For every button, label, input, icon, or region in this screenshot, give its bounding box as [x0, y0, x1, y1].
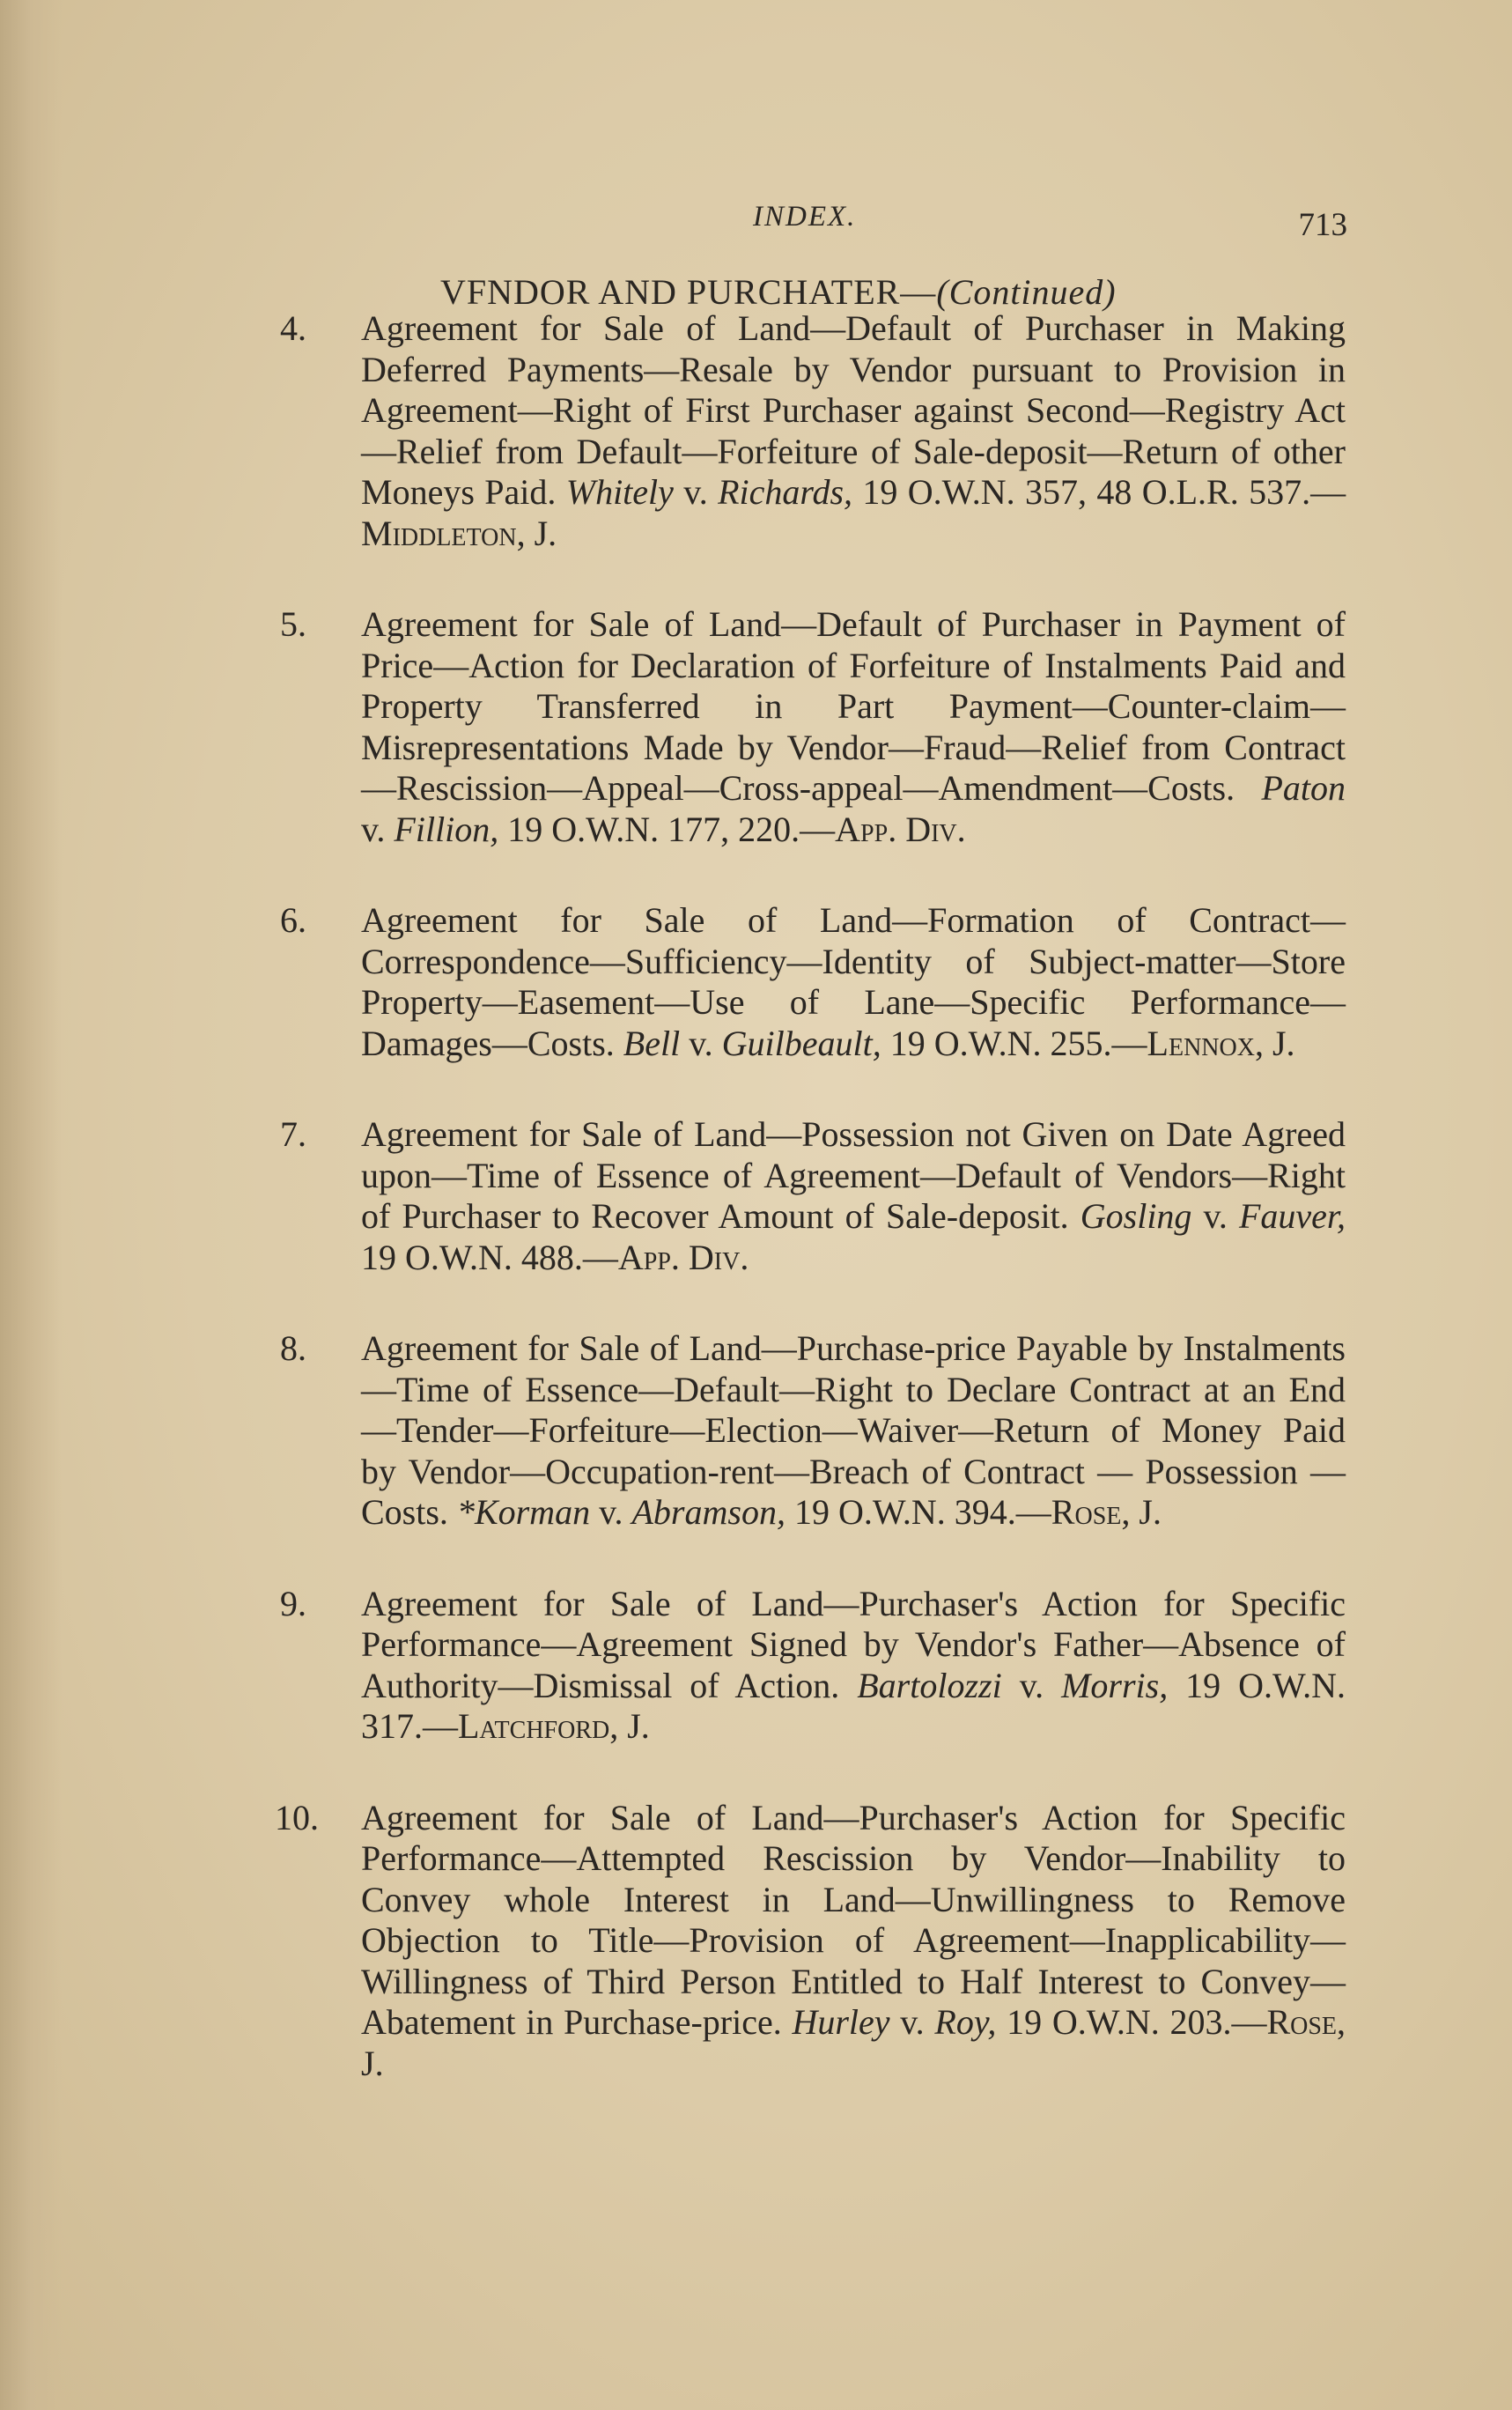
entry-text: Agreement for Sale of Land—Purchaser's Action for Specific Performance—Agreement Signed by Vendor's Father—Absence of Authority—Dismissal of Action.	[361, 1583, 1346, 1705]
case-party-b: Abramson,	[631, 1492, 786, 1532]
index-entry	[280, 1328, 1346, 1534]
case-versus: v.	[683, 472, 708, 512]
case-party-b: Morris,	[1061, 1665, 1169, 1705]
case-versus: v.	[361, 809, 386, 849]
index-entry	[280, 1114, 1346, 1278]
index-entry	[280, 1584, 1346, 1748]
case-citation: 19 O.W.N. 357, 48 O.L.R. 537.—	[862, 472, 1346, 512]
judge-name: Middleton, J.	[361, 513, 557, 553]
judge-name: Rose, J.	[361, 2002, 1346, 2083]
judge-name: Rose, J.	[1051, 1492, 1162, 1532]
judge-name: Lennox, J.	[1147, 1023, 1295, 1063]
entry-text: Agreement for Sale of Land—Purchaser's Action for Specific Performance—Attempted Rescission by Vendor—Inability to Convey whole Interest in Land—Unwillingness to Remove Objection to Title—Provision of Agreement—Inapplicability—Willingness of Third Person Entitled to Half Interest to Convey—Abatement in Purchase-price.	[361, 1797, 1346, 2042]
case-versus: v.	[689, 1023, 713, 1063]
case-party-a: Paton	[1261, 768, 1346, 808]
entry-number: 10.	[275, 1797, 319, 1837]
entry-text: Agreement for Sale of Land—Purchase-price Payable by Instalments—Time of Essence—Default—Right to Declare Contract at an End—Tender—Forfeiture—Election—Waiver—Return of Money Paid by Vendor—Occupation-rent—Breach of Contract — Possession — Costs.	[361, 1328, 1346, 1532]
entry-number: 8.	[280, 1328, 306, 1368]
spine-shadow	[0, 0, 62, 2410]
case-party-a: *Korman	[456, 1492, 591, 1532]
case-party-a: Gosling	[1080, 1196, 1192, 1236]
page-number: 713	[1298, 207, 1347, 243]
index-entries	[275, 308, 1346, 2134]
case-party-a: Bell	[623, 1023, 681, 1063]
case-party-a: Whitely	[565, 472, 674, 512]
case-versus: v.	[900, 2002, 925, 2042]
case-citation: 19 O.W.N. 394.—	[793, 1492, 1051, 1532]
case-versus: v.	[1203, 1196, 1228, 1236]
case-party-b: Roy,	[934, 2002, 997, 2042]
entry-text: Agreement for Sale of Land—Default of Purchaser in Making Deferred Payments—Resale by Vendor pursuant to Provision in Agreement—Right of First Purchaser against Second—Registry Act—Relief from Default—Forfeiture of Sale-deposit—Return of other Moneys Paid.	[361, 308, 1346, 512]
index-entry	[280, 900, 1346, 1064]
case-citation: 19 O.W.N. 488.—	[361, 1237, 618, 1277]
case-party-b: Fauver,	[1238, 1196, 1346, 1236]
entry-text: Agreement for Sale of Land—Default of Purchaser in Payment of Price—Action for Declaration of Forfeiture of Instalments Paid and Property Transferred in Part Payment—Counter-claim—Misrepresentations Made by Vendor—Fraud—Relief from Contract—Rescission—Appeal—Cross-appeal—Amendment—Costs.	[361, 604, 1346, 808]
running-head: INDEX.	[753, 201, 857, 233]
entry-number: 9.	[280, 1583, 306, 1623]
case-citation: 19 O.W.N. 177, 220.—	[507, 809, 836, 849]
page-header	[264, 196, 1347, 248]
case-citation: 19 O.W.N. 317.—	[361, 1665, 1346, 1746]
entry-text: Agreement for Sale of Land—Formation of Contract—Correspondence—Sufficiency—Identity of Subject-matter—Store Property—Easement—Use of Lane—Specific Performance—Damages—Costs.	[361, 900, 1346, 1063]
judge-name: App. Div.	[835, 809, 966, 849]
case-citation: 19 O.W.N. 203.—	[1007, 2002, 1267, 2042]
section-continued: (Continued)	[936, 272, 1117, 312]
case-versus: v.	[1019, 1665, 1044, 1705]
case-party-a: Bartolozzi	[857, 1665, 1002, 1705]
index-entry	[280, 604, 1346, 850]
judge-name: App. Div.	[617, 1237, 749, 1277]
index-entry	[280, 308, 1346, 554]
case-party-b: Richards,	[718, 472, 853, 512]
entry-number: 6.	[280, 900, 306, 940]
case-party-b: Fillion,	[394, 809, 499, 849]
entry-number: 4.	[280, 308, 306, 348]
entry-text: Agreement for Sale of Land—Possession not Given on Date Agreed upon—Time of Essence of Agreement—Default of Vendors—Right of Purchaser to Recover Amount of Sale-deposit.	[361, 1114, 1346, 1236]
case-party-b: Guilbeault,	[721, 1023, 881, 1063]
case-versus: v.	[599, 1492, 623, 1532]
entry-number: 5.	[280, 604, 306, 644]
judge-name: Latchford, J.	[458, 1706, 650, 1746]
case-party-a: Hurley	[792, 2002, 890, 2042]
section-title-text: VFNDOR AND PURCHATER—	[440, 272, 937, 312]
index-entry	[275, 1797, 1346, 2085]
section-title	[440, 271, 1117, 313]
entry-number: 7.	[280, 1114, 306, 1154]
case-citation: 19 O.W.N. 255.—	[889, 1023, 1147, 1063]
